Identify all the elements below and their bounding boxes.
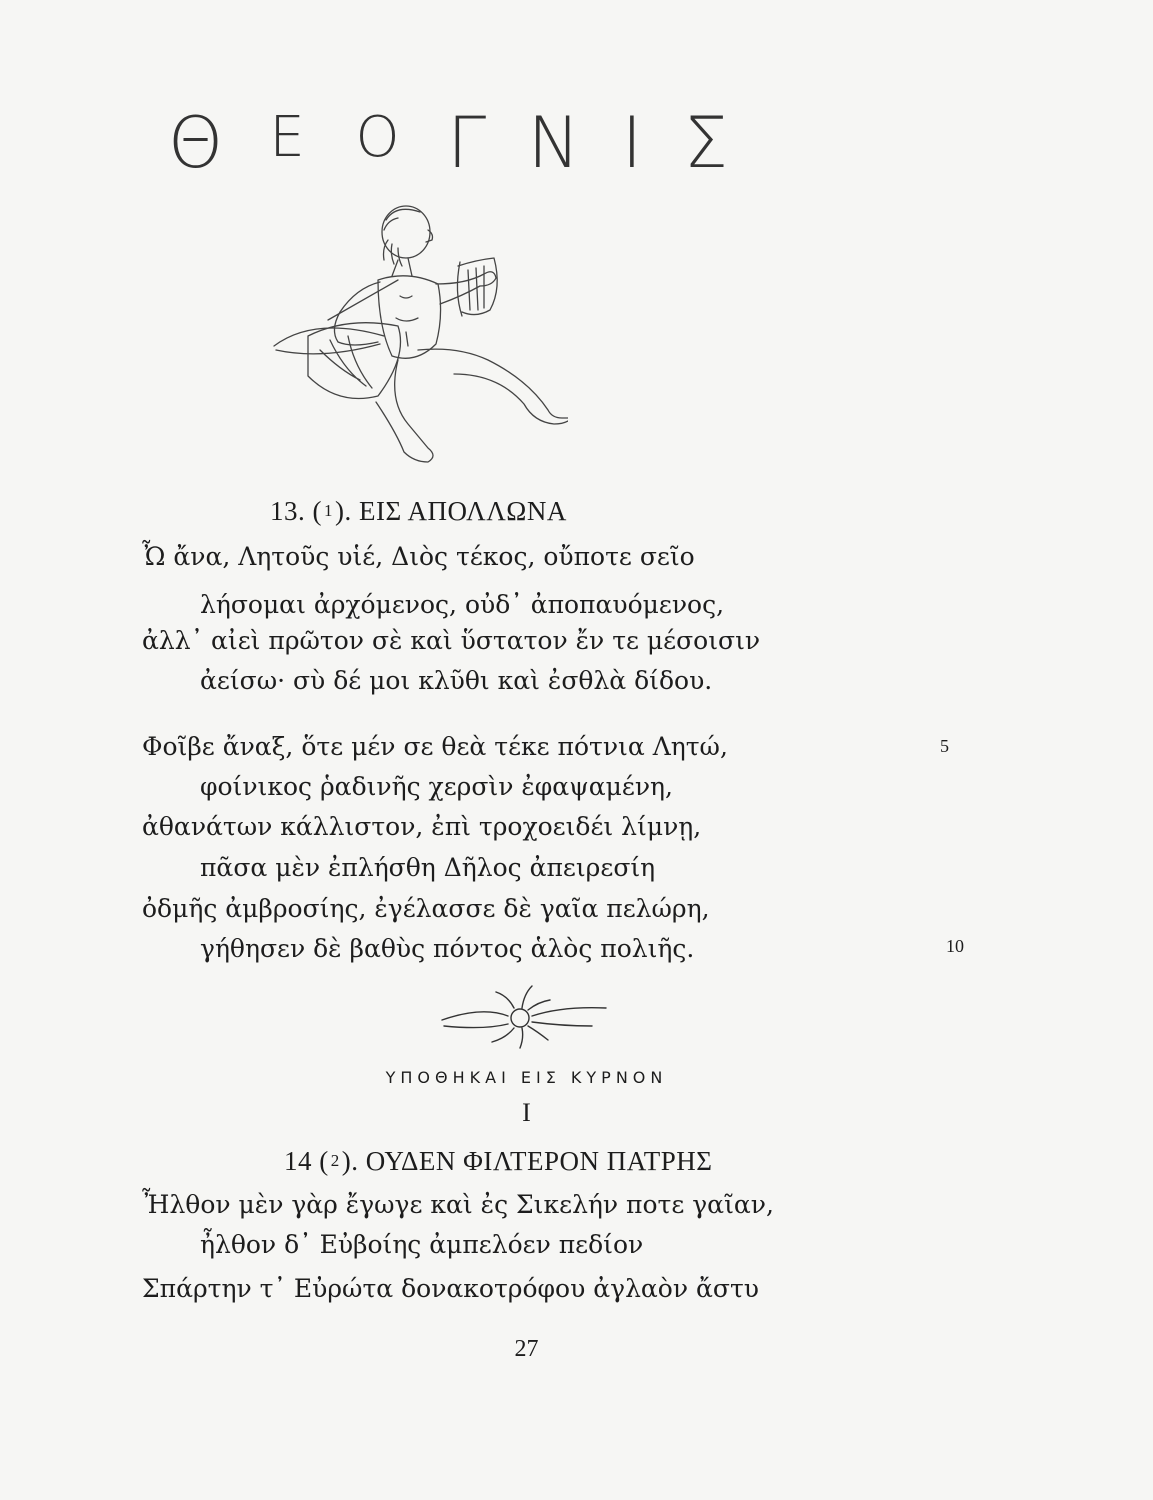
page-title (168, 102, 728, 184)
title-letter: Ε (269, 104, 305, 170)
footnote-ref: 1 (324, 501, 333, 520)
title-letter: Ν (527, 102, 581, 184)
verse-line: λήσομαι ἀρχόμενος, οὐδ᾽ ἀποπαυόμενος, (200, 590, 725, 619)
page-number: 27 (514, 1336, 539, 1362)
verse-line: Φοῖβε ἄναξ, ὅτε μέν σε θεὰ τέκε πότνια Λητώ, (142, 732, 728, 761)
verse-line: φοίνικος ῥαδινῆς χερσὶν ἐφαψαμένη, (200, 772, 673, 801)
verse-line: γήθησεν δὲ βαθὺς πόντος ἁλὸς πολιῆς. (200, 934, 695, 963)
verse-line: ἦλθον δ᾽ Εὐβοίης ἀμπελόεν πεδίον (200, 1230, 644, 1259)
line-number: 5 (940, 736, 949, 756)
apollo-lyre-illustration (268, 200, 568, 470)
verse-line: Ἦλθον μὲν γὰρ ἔγωγε καὶ ἐς Σικελήν ποτε γαῖαν, (142, 1190, 774, 1219)
verse-line: ἀθανάτων κάλλιστον, ἐπὶ τροχοειδέι λίμνῃ, (142, 812, 702, 841)
title-letter: Ο (355, 104, 401, 170)
verse-line: ἀλλ᾽ αἰεὶ πρῶτον σὲ καὶ ὕστατον ἔν τε μέσοισιν (142, 626, 761, 655)
roman-numeral: I (522, 1098, 531, 1127)
title-letter: Σ (683, 102, 728, 184)
sun-ornament (440, 980, 610, 1052)
title-letter: Ι (621, 102, 643, 184)
title-letter: Γ (447, 102, 487, 184)
verse-line: ὀδμῆς ἀμβροσίης, ἐγέλασσε δὲ γαῖα πελώρη, (142, 894, 710, 923)
footnote-ref: 2 (330, 1151, 340, 1170)
verse-line: πᾶσα μὲν ἐπλήσθη Δῆλος ἀπειρεσίη (200, 853, 656, 882)
group-title: ΥΠΟΘΗΚΑΙ ΕΙΣ ΚΥΡΝΟΝ (385, 1068, 668, 1087)
verse-line: Ὦ ἄνα, Λητοῦς υἱέ, Διὸς τέκος, οὔποτε σεῖο (142, 542, 695, 571)
verse-line: ἀείσω· σὺ δέ μοι κλῦθι καὶ ἐσθλὰ δίδου. (200, 666, 713, 695)
verse-line: Σπάρτην τ᾽ Εὐρώτα δονακοτρόφου ἀγλαὸν ἄστυ (142, 1274, 759, 1303)
title-letter: Θ (168, 102, 224, 184)
section-heading-13: 13. ( $^1$). ΕΙΣ ΑΠΟΛΛΩΝΑ (270, 496, 567, 526)
section-heading-14: 14 ( $^2$). ΟΥΔΕΝ ΦΙΛΤΕΡΟΝ ΠΑΤΡΗΣ (284, 1146, 713, 1176)
line-number: 10 (946, 936, 964, 956)
